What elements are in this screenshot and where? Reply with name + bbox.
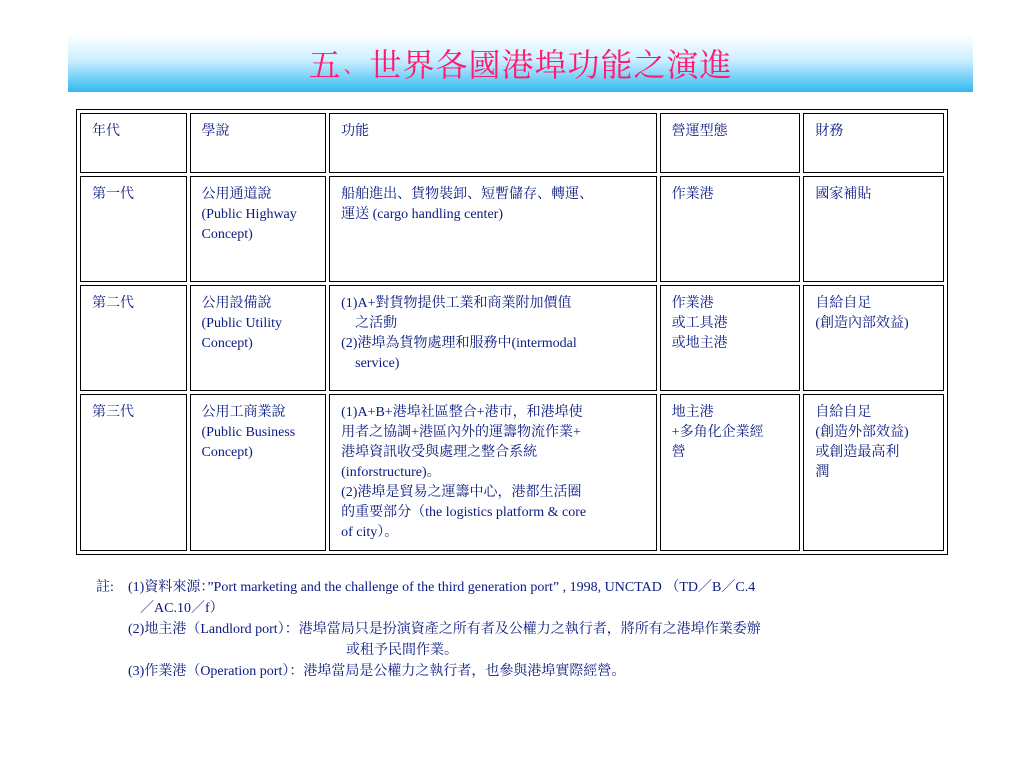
cell-theory: 公用工商業說 (Public Business Concept): [190, 394, 327, 551]
cell-era: 第三代: [80, 394, 187, 551]
cell-operation: 作業港: [660, 176, 801, 282]
footnote-3: (3)作業港（Operation port）：港埠當局是公權力之執行者，也參與港埠實際經營。: [128, 664, 626, 679]
port-evolution-table: [76, 109, 948, 555]
footnote-label: 註:: [96, 580, 114, 595]
table-row: [80, 285, 944, 391]
cell-function: (1)A+B+港埠社區整合+港市，和港埠使 用者之協調+港區內外的運籌物流作業+ 港埠資訊收受與處理之整合系統 (inforstructure)。 (2)港埠是貿易之運籌中心，港都生活圈 的重要部分（the logistics platform & core of city）。: [329, 394, 657, 551]
title-banner: [68, 34, 973, 92]
cell-finance: 自給自足 (創造內部效益): [803, 285, 944, 391]
header-theory: 學說: [190, 113, 327, 173]
cell-era: 第一代: [80, 176, 187, 282]
slide-title-number: 五: [308, 46, 342, 84]
table-row: [80, 176, 944, 282]
footnote-2: (2)地主港（Landlord port）：港埠當局只是扮演資產之所有者及公權力之執行者，將所有之港埠作業委辦: [128, 622, 761, 637]
footnote-1: 註: (1)資料來源：”Port marketing and the challenge of the third generation port” , 1998, UNCTAD （TD／B／C.4: [96, 577, 936, 598]
slide-title: 世界各國港埠功能之演進: [369, 46, 733, 84]
cell-operation: 作業港 或工具港 或地主港: [660, 285, 801, 391]
footnotes: [96, 577, 936, 682]
cell-function: 船舶進出、貨物裝卸、短暫儲存、轉運、 運送 (cargo handling center): [329, 176, 657, 282]
cell-operation: 地主港 +多角化企業經 營: [660, 394, 801, 551]
cell-function: (1)A+對貨物提供工業和商業附加價值 之活動 (2)港埠為貨物處理和服務中(intermodal service): [329, 285, 657, 391]
header-function: 功能: [329, 113, 657, 173]
table-row: [80, 394, 944, 551]
header-finance: 財務: [803, 113, 944, 173]
table-header-row: [80, 113, 944, 173]
header-era: 年代: [80, 113, 187, 173]
header-operation: 營運型態: [660, 113, 801, 173]
cell-finance: 自給自足 (創造外部效益) 或創造最高利 潤: [803, 394, 944, 551]
slide-title-separator: 、: [343, 54, 364, 77]
cell-theory: 公用通道說 (Public Highway Concept): [190, 176, 327, 282]
cell-era: 第二代: [80, 285, 187, 391]
footnote-2-continued: 或租予民間作業。: [346, 643, 458, 658]
cell-theory: 公用設備說 (Public Utility Concept): [190, 285, 327, 391]
footnote-1-continued: ／AC.10／f）: [140, 601, 224, 616]
cell-finance: 國家補貼: [803, 176, 944, 282]
